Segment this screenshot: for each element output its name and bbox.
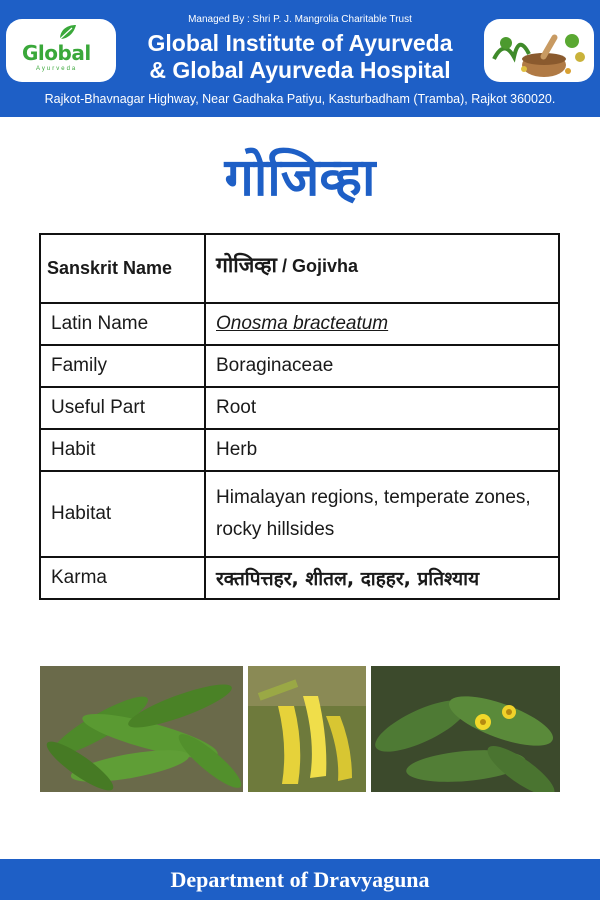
plant-with-flowers-photo bbox=[371, 666, 560, 792]
latin-name-value bbox=[205, 303, 559, 345]
header-banner bbox=[0, 0, 600, 117]
karma-label: Karma bbox=[40, 557, 205, 599]
page-title: गोजिव्हा bbox=[224, 148, 376, 208]
useful-part-label: Useful Part bbox=[40, 387, 205, 429]
habitat-value-line1: Himalayan regions, temperate zones, bbox=[216, 487, 531, 508]
institute-title-line1: Global Institute of Ayurveda bbox=[147, 30, 453, 56]
footer-banner bbox=[0, 859, 600, 900]
latin-name-label: Latin Name bbox=[40, 303, 205, 345]
habit-label: Habit bbox=[40, 429, 205, 471]
yellow-flowers-photo bbox=[248, 666, 366, 792]
family-label: Family bbox=[40, 345, 205, 387]
global-logo bbox=[6, 19, 116, 82]
sanskrit-name-value bbox=[205, 234, 559, 303]
table-row-karma bbox=[40, 557, 559, 599]
table-row-sanskrit bbox=[40, 234, 559, 303]
table-row-useful-part bbox=[40, 387, 559, 429]
habit-value: Herb bbox=[205, 429, 559, 471]
karma-value: रक्तपित्तहर, शीतल, दाहहर, प्रतिश्याय bbox=[205, 557, 559, 599]
logo-text: Global bbox=[22, 41, 91, 65]
sanskrit-name-label: Sanskrit Name bbox=[40, 234, 205, 303]
family-value: Boraginaceae bbox=[205, 345, 559, 387]
address-text: Rajkot-Bhavnagar Highway, Near Gadhaka Patiyu, Kasturbadham (Tramba), Rajkot 360020. bbox=[44, 92, 556, 106]
habitat-value bbox=[205, 471, 559, 557]
table-row-habitat bbox=[40, 471, 559, 557]
habitat-value-line2: rocky hillsides bbox=[216, 519, 335, 540]
plant-info-table bbox=[39, 233, 560, 600]
sanskrit-name-devanagari: गोजिव्हा bbox=[216, 253, 277, 277]
sanskrit-name-separator: / bbox=[276, 256, 292, 276]
department-label: Department of Dravyaguna bbox=[170, 867, 430, 892]
logo-subtext: Ayurveda bbox=[36, 66, 78, 72]
sanskrit-name-latin: Gojivha bbox=[291, 256, 358, 276]
rosette-leaves-photo bbox=[40, 666, 243, 792]
table-row-latin bbox=[40, 303, 559, 345]
useful-part-value: Root bbox=[205, 387, 559, 429]
table-row-family bbox=[40, 345, 559, 387]
table-row-habit bbox=[40, 429, 559, 471]
latin-name-link: Onosma bracteatum bbox=[216, 313, 389, 334]
institute-title bbox=[120, 30, 480, 84]
habitat-label: Habitat bbox=[40, 471, 205, 557]
herbs-mortar-image bbox=[484, 19, 594, 82]
managed-by-text: Managed By : Shri P. J. Mangrolia Charitable Trust bbox=[188, 14, 412, 25]
leaf-icon bbox=[58, 23, 78, 41]
institute-title-line2: & Global Ayurveda Hospital bbox=[149, 57, 451, 83]
